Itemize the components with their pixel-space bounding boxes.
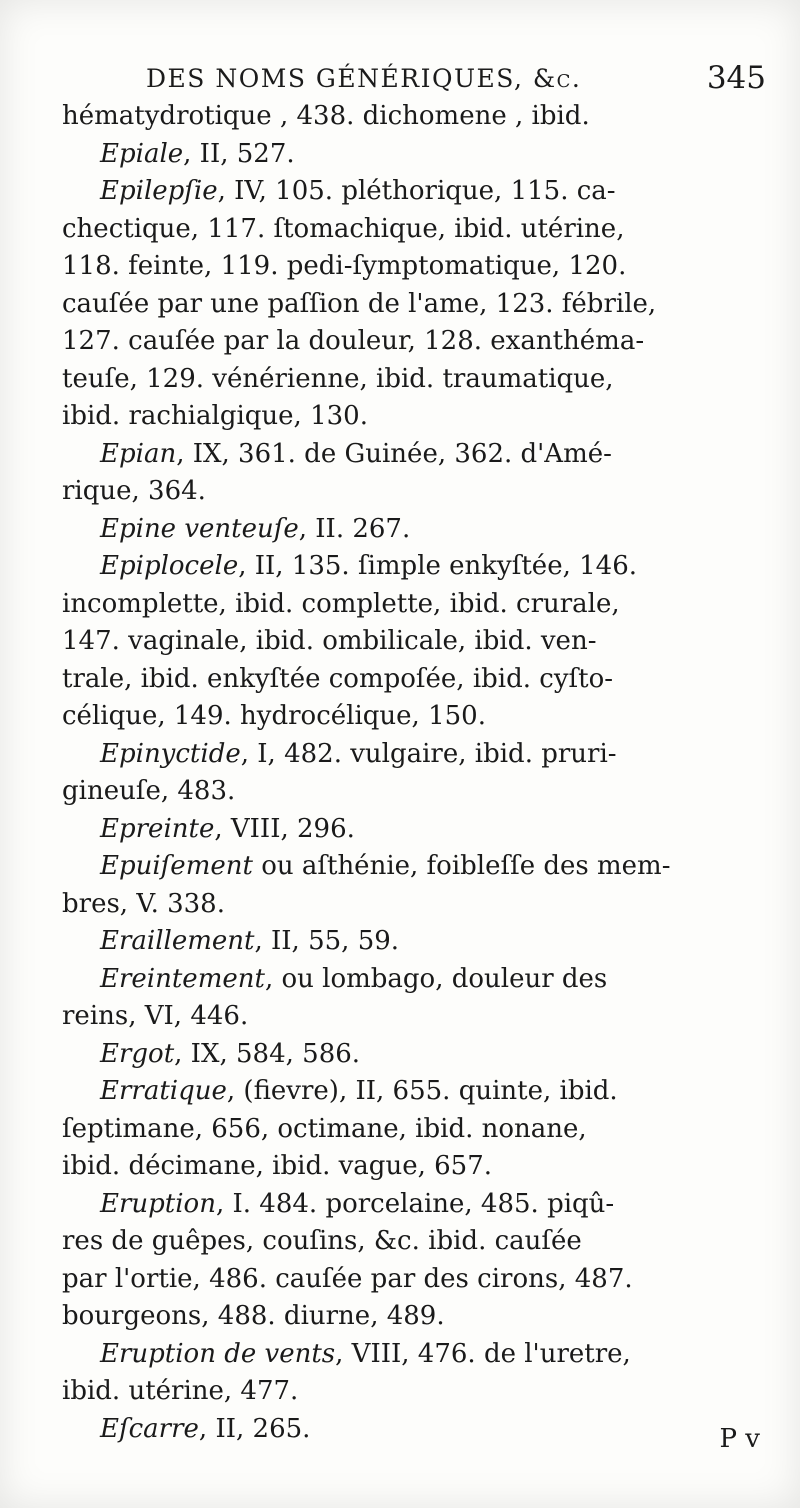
index-line [62,1261,752,1299]
index-line [62,1298,752,1336]
index-text: bourgeons, 488. diurne, 489. [62,1301,445,1331]
index-line [62,436,752,474]
index-text: cauſée par une paſſion de l'ame, 123. fébrile, [62,288,657,319]
index-line [62,661,752,699]
index-headword: Epinyctide [100,738,241,769]
index-text: , (fievre), II, 655. quinte, ibid. [226,1076,618,1106]
index-text: , II, 265. [198,1414,311,1444]
index-line [62,398,752,436]
index-text: bres, V. 338. [62,888,225,919]
index-line [62,998,752,1036]
index-text: ibid. utérine, 477. [62,1376,299,1406]
index-line [62,1148,752,1186]
index-text: ibid. rachialgique, 130. [62,401,368,431]
index-text: trale, ibid. enkyſtée compoſée, ibid. cyſto- [62,663,614,694]
index-line [62,1036,752,1074]
index-headword: Epreinte [100,813,215,844]
index-line [62,773,752,811]
index-headword: Epiplocele [100,551,239,581]
index-headword: Eruption de vents [100,1338,336,1369]
index-text: rique, 364. [62,476,206,506]
index-line [62,1223,752,1261]
index-line [62,248,752,286]
page-header [146,60,766,100]
index-text: ſeptimane, 656, octimane, ibid. nonane, [62,1113,587,1144]
index-text: , IX, 361. de Guinée, 362. d'Amé- [176,438,612,469]
index-line [62,961,752,999]
index-line [62,211,752,249]
page-number: 345 [706,60,766,96]
index-line [62,886,752,924]
index-headword: Epian [100,438,177,469]
index-line [62,511,752,549]
index-text: 118. feinte, 119. pedi-ſymptomatique, 120. [62,251,627,281]
index-body [62,98,752,1411]
index-line [62,473,752,511]
index-text: ibid. décimane, ibid. vague, 657. [62,1151,493,1181]
index-headword: Eſcarre [100,1414,199,1444]
index-text: célique, 149. hydrocélique, 150. [62,701,486,731]
index-line [62,1111,752,1149]
index-line [62,1336,752,1374]
index-text: hématydrotique , 438. dichomene , ibid. [62,101,590,131]
index-headword: Epine venteuſe [100,513,299,544]
index-line [62,923,752,961]
index-text: par l'ortie, 486. cauſée par des cirons, 487. [62,1263,633,1294]
index-line [62,811,752,849]
index-text: , VIII, 296. [214,813,355,844]
signature-mark: P v [719,1424,760,1454]
index-headword: Erratique [100,1076,227,1106]
index-text: , II, 135. ſimple enkyſtée, 146. [238,551,638,581]
index-text: , II, 527. [183,138,295,169]
index-line [62,1411,752,1449]
index-line [62,98,752,136]
index-text: , IX, 584, 586. [174,1038,361,1069]
index-line [62,1186,752,1224]
index-text: 147. vaginale, ibid. ombilicale, ibid. ven- [62,626,597,656]
index-text: teuſe, 129. vénérienne, ibid. traumatique, [62,363,614,394]
index-text: , II. 267. [298,513,411,544]
index-text: res de guêpes, couſins, &c. ibid. cauſée [62,1226,582,1256]
index-text: , I. 484. porcelaine, 485. piqû- [215,1188,615,1219]
index-headword: Ergot [100,1038,175,1069]
index-headword: Ereintement [100,963,265,994]
index-text: incomplette, ibid. complette, ibid. crurale, [62,588,620,619]
index-headword: Epuiſement [100,851,253,881]
index-line [62,623,752,661]
index-line [62,136,752,174]
index-line [62,848,752,886]
index-text: , IV, 105. pléthorique, 115. ca- [217,176,616,206]
index-text: , ou lombago, douleur des [264,963,608,994]
index-line [62,173,752,211]
index-line [62,548,752,586]
index-text: reins, VI, 446. [62,1001,249,1031]
index-line [62,323,752,361]
index-line [62,698,752,736]
index-text: chectique, 117. ſtomachique, ibid. utérine, [62,213,625,244]
index-line [62,736,752,774]
index-headword: Epiale [100,138,184,169]
index-text: ou aſthénie, foibleſſe des mem- [252,851,671,881]
index-text: , II, 55, 59. [254,926,400,956]
index-line [62,286,752,324]
index-line [62,586,752,624]
index-text: 127. cauſée par la douleur, 128. exanthéma- [62,326,645,356]
index-line [62,1073,752,1111]
index-headword: Eraillement [100,926,255,956]
index-headword: Epilepſie [100,176,218,206]
index-line [62,361,752,399]
index-last-line [62,1411,752,1449]
index-headword: Eruption [100,1188,216,1219]
index-line [62,1373,752,1411]
running-head: DES NOMS GÉNÉRIQUES, &c. [146,64,582,93]
index-text: gineuſe, 483. [62,776,236,806]
index-text: , I, 482. vulgaire, ibid. pruri- [240,738,617,769]
index-text: , VIII, 476. de l'uretre, [335,1338,631,1369]
